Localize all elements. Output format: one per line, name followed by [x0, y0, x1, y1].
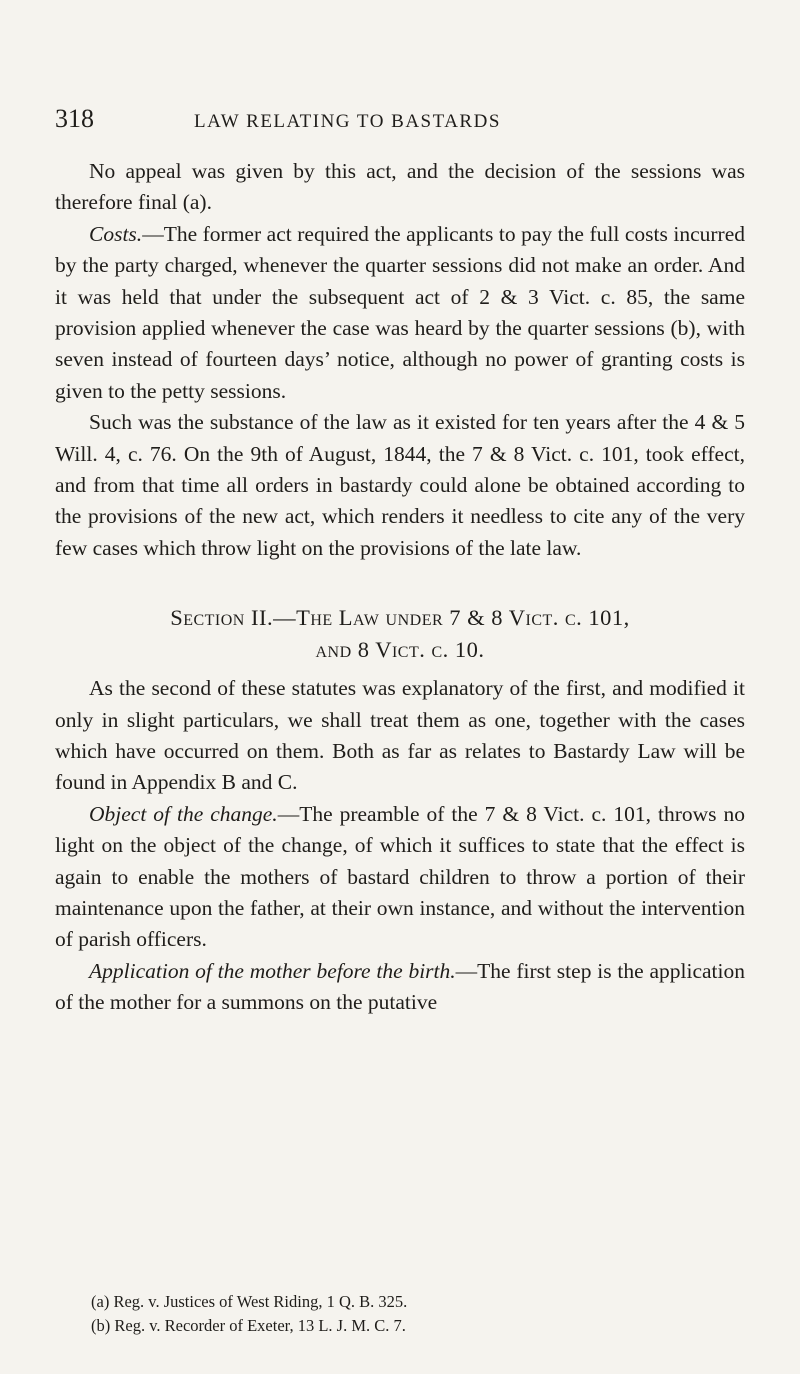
page-body: [55, 156, 745, 1019]
paragraph-costs: [55, 219, 745, 407]
paragraph-appeal: No appeal was given by this act, and the decision of the sessions was therefore final (a).: [55, 159, 745, 215]
section-heading: [55, 602, 745, 665]
footnote-a: (a) Reg. v. Justices of West Riding, 1 Q. B. 325.: [91, 1292, 408, 1311]
paragraph-costs-heading: Costs.: [89, 221, 143, 246]
section-heading-line2: and 8 Vict. c. 10.: [315, 636, 485, 662]
paragraph-application-text: —The first step is the application of the mother for a summons on the putative: [55, 958, 745, 1015]
paragraph-application: [55, 956, 745, 1019]
paragraph-explanatory: As the second of these statutes was explanatory of the first, and modified it only in slight particulars, we shall treat them as one, together with the cases which have occurred on them. Both as far as relates to Bastardy Law will be found in Appendix B and C.: [55, 676, 745, 795]
running-title: LAW RELATING TO BASTARDS: [194, 111, 501, 132]
paragraph-application-heading: Application of the mother before the birth.: [89, 958, 456, 983]
footnotes: [91, 1290, 751, 1338]
section-heading-line1: Section II.—The Law under 7 & 8 Vict. c. 101,: [170, 605, 630, 631]
paragraph-object-text: —The preamble of the 7 & 8 Vict. c. 101, throws no light on the object of the change, of which it suffices to state that the effect is again to enable the mothers of bastard children to throw a portion of their maintenance upon the father, at their own instance, and without the intervention of parish officers.: [55, 801, 745, 952]
paragraph-costs-text: —The former act required the applicants to pay the full costs incurred by the party charged, whenever the quarter sessions did not make an order. And it was held that under the subsequent act of 2 & 3 Vict. c. 85, the same provision applied whenever the case was heard by the quarter sessions (b), with seven instead of fourteen days’ notice, although no power of granting costs is given to the petty sessions.: [55, 221, 745, 403]
footnote-b: (b) Reg. v. Recorder of Exeter, 13 L. J. M. C. 7.: [91, 1316, 406, 1335]
paragraph-substance: Such was the substance of the law as it existed for ten years after the 4 & 5 Will. 4, c. 76. On the 9th of August, 1844, the 7 & 8 Vict. c. 101, took effect, and from that time all orders in bastardy could alone be obtained according to the provisions of the new act, which renders it needless to cite any of the very few cases which throw light on the provisions of the late law.: [55, 410, 745, 560]
paragraph-object-heading: Object of the change.: [89, 801, 278, 826]
page-header: [55, 104, 745, 140]
paragraph-object: [55, 799, 745, 956]
page-number: 318: [55, 104, 94, 133]
